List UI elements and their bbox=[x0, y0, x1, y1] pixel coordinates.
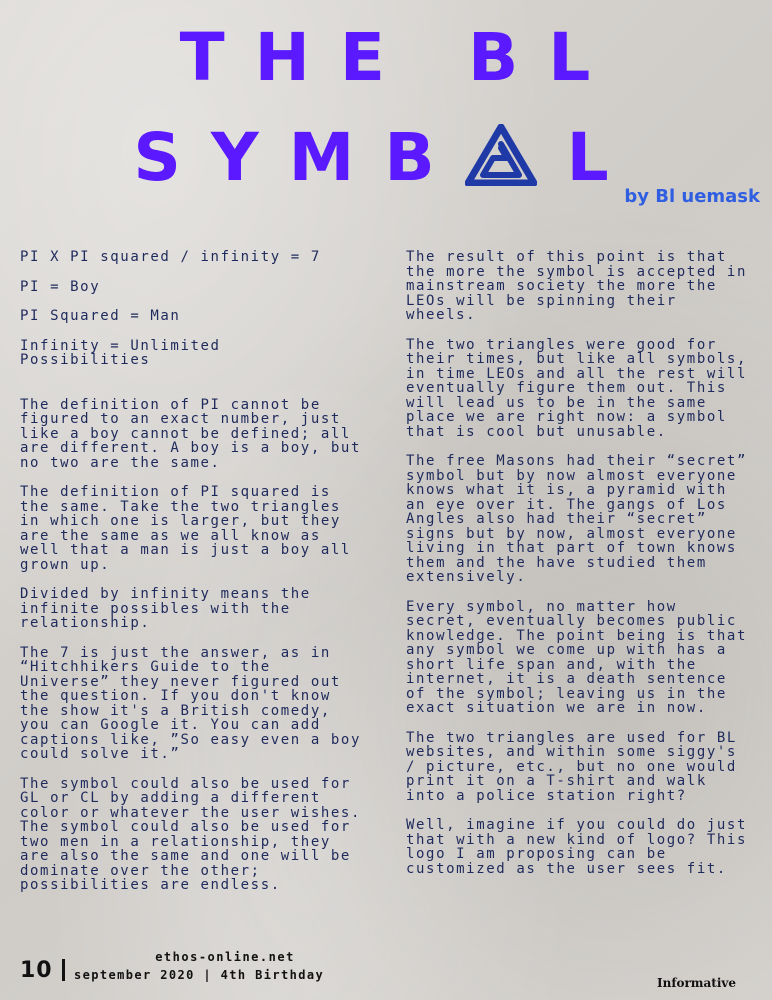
paragraph: PI X PI squared / infinity = 7 bbox=[20, 249, 321, 265]
paragraph: The two triangles are used for BL websites, and within some siggy's / picture, etc., but no one would print it on a T-shirt and walk into a police station right? bbox=[406, 729, 737, 804]
paragraph: PI Squared = Man bbox=[20, 308, 181, 324]
author-byline: by Bl uemask bbox=[624, 186, 760, 207]
paragraph: The definition of PI squared is the same. Take the two triangles in which one is larger, but they are the same as we all know as well that a man is just a boy all grown up. bbox=[20, 484, 351, 573]
left-column bbox=[20, 250, 370, 908]
paragraph: Divided by infinity means the infinite possibles with the relationship. bbox=[20, 586, 311, 631]
paragraph: The symbol could also be used for GL or CL by adding a different color or whatever the user wishes. The symbol could also be used for two men in a relationship, they are also the same and one will be dominate over the other; possibilities are endless. bbox=[20, 775, 361, 893]
footer-divider bbox=[62, 959, 65, 981]
footer-site: ethos-online.net bbox=[155, 950, 295, 964]
right-column bbox=[406, 250, 756, 891]
footer-date: september 2020 | 4th Birthday bbox=[74, 968, 325, 982]
paragraph: Well, imagine if you could do just that with a new kind of logo? This logo I am proposing can be customized as the user sees fit. bbox=[406, 817, 747, 877]
paragraph: The two triangles were good for their times, but like all symbols, in time LEOs and all the rest will eventually figure them out. This will lead us to be in the same place we are right now: a symbol that is cool but unusable. bbox=[406, 336, 747, 440]
paragraph: Infinity = Unlimited Possibilities bbox=[20, 337, 221, 368]
paragraph: The result of this point is that the more the symbol is accepted in mainstream society the more the LEOs will be spinning their wheels. bbox=[406, 249, 747, 323]
section-tag: Informative bbox=[656, 976, 736, 990]
paragraph: The free Masons had their “secret” symbol but by now almost everyone knows what it is, a pyramid with an eye over it. The gangs of Los Angles also had their “secret” signs but by now, almost everyone living in that part of town knows them and the have studied them extensively. bbox=[406, 453, 747, 585]
title-line-1: THE BL bbox=[179, 19, 621, 96]
page-number: 10 bbox=[20, 958, 53, 983]
title-line-2-end: L bbox=[566, 119, 639, 196]
title-line-2-start: SYMB bbox=[133, 119, 465, 196]
paragraph: Every symbol, no matter how secret, eventually becomes public knowledge. The point being is that any symbol we come up with has a short life span and, with the internet, it is a death sentence of the symbol; leaving us in the exact situation we are in now. bbox=[406, 598, 747, 716]
paragraph: The definition of PI cannot be figured to an exact number, just like a boy cannot be defined; all are different. A boy is a boy, but no two are the same. bbox=[20, 396, 361, 471]
paragraph: PI = Boy bbox=[20, 278, 101, 295]
spiral-triangle-icon bbox=[465, 124, 537, 186]
paragraph: The 7 is just the answer, as in “Hitchhikers Guide to the Universe” they never figured out the question. If you don't know the show it's a British comedy, you can Google it. You can add captions like, ”So easy even a boy could solve it.” bbox=[20, 644, 361, 762]
